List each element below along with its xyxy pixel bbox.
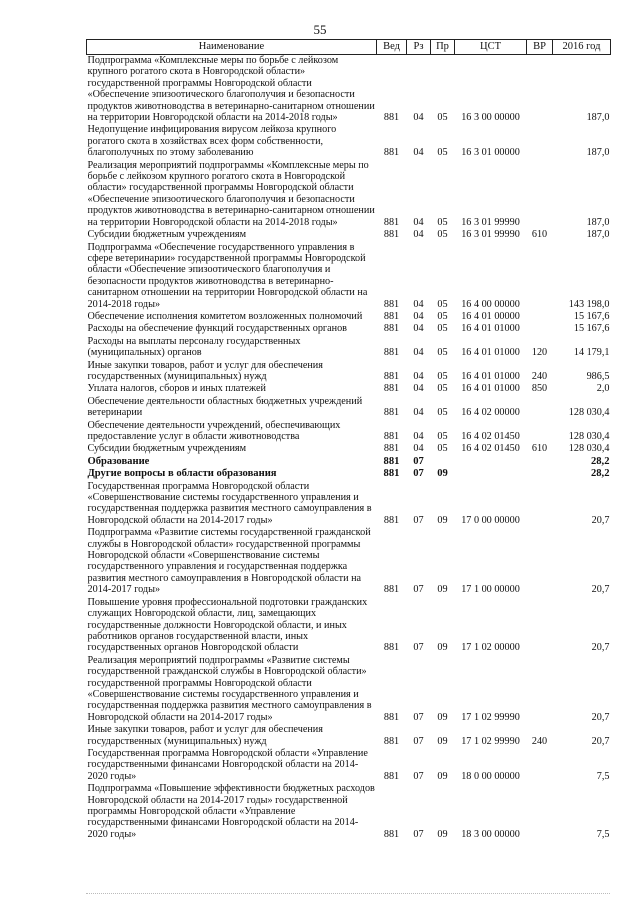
table-row <box>87 597 611 655</box>
cell-amount: 128 030,4 <box>568 443 610 455</box>
table-body <box>87 55 611 842</box>
table-row <box>87 242 611 311</box>
cell-cst: 17 1 02 99990 <box>461 711 520 723</box>
table-row <box>87 420 611 444</box>
cell-cst <box>455 456 527 468</box>
cell-rz: 04 <box>413 431 424 442</box>
cell-vr: 610 <box>531 443 548 455</box>
cell-ved: 881 <box>383 147 400 159</box>
cell-ved: 881 <box>383 298 400 310</box>
table-row <box>87 527 611 596</box>
cell-rz: 04 <box>413 298 424 310</box>
cell-rz: 07 <box>413 735 424 747</box>
cell-pr: 05 <box>437 229 448 241</box>
cell-name: Расходы на выплаты персоналу государственных (муниципальных) органов <box>87 335 301 359</box>
table-row <box>87 396 611 420</box>
cell-rz: 04 <box>413 323 424 335</box>
cell-name: Обеспечение деятельности учреждений, обеспечивающих предоставление услуг в области животноводства <box>87 419 341 442</box>
cell-vr <box>527 597 553 655</box>
cell-pr: 05 <box>437 370 448 382</box>
cell-rz: 04 <box>413 370 424 382</box>
cell-amount: 20,7 <box>591 514 610 526</box>
table-row <box>87 323 611 335</box>
table-row <box>87 124 611 159</box>
cell-ved: 881 <box>383 229 400 241</box>
header-rz: Рз <box>407 40 431 55</box>
cell-vr <box>527 396 553 420</box>
cell-vr <box>527 124 553 159</box>
cell-cst: 16 3 01 99990 <box>461 229 520 241</box>
cell-name: Иные закупки товаров, работ и услуг для обеспечения государственных (муниципальных) нужд <box>87 724 323 747</box>
table-row <box>87 383 611 395</box>
cell-rz: 07 <box>413 468 424 480</box>
cell-rz: 07 <box>413 770 424 782</box>
cell-name: Подпрограмма «Комплексные меры по борьбе с лейкозом крупного рогатого скота в Новгородской области» государственной программы Новгородской области «Обеспечение эпизоотического благополучия и безопасности продуктов животноводства в ветеринарно-санитарном отношении на территории Новгородской области на 2014-2018 годы» <box>87 55 375 124</box>
cell-vr: 850 <box>531 383 548 395</box>
cell-rz: 07 <box>413 828 424 840</box>
cell-amount: 15 167,6 <box>573 310 610 322</box>
cell-vr <box>527 748 553 783</box>
cell-pr: 09 <box>437 735 448 747</box>
cell-pr: 09 <box>437 584 448 596</box>
cell-name: Подпрограмма «Повышение эффективности бюджетных расходов Новгородской области на 2014-2017 годы» государственной программы Новгородской области «Управление государственными финансами Новгородской области на 2014-2020 годы» <box>87 783 375 840</box>
cell-ved: 881 <box>383 443 400 455</box>
cell-vr <box>527 323 553 335</box>
cell-rz: 07 <box>413 514 424 526</box>
cell-vr: 240 <box>531 370 548 382</box>
table-row <box>87 443 611 455</box>
table-row <box>87 160 611 229</box>
cell-ved: 881 <box>383 468 400 480</box>
header-pr: Пр <box>431 40 455 55</box>
cell-name: Повышение уровня профессиональной подготовки гражданских служащих Новгородской области, лиц, замещающих государственные должности Новгородской области, и иных работников органов государственной власти, иных государственных органов Новгородской области <box>87 596 368 654</box>
cell-name: Государственная программа Новгородской области «Совершенствование системы государственного управления и государственная поддержка развития местного самоуправления в Новгородской области на 2014-2017 годы» <box>87 480 372 526</box>
cell-cst: 17 1 02 99990 <box>461 735 520 747</box>
cell-cst: 17 1 02 00000 <box>461 642 520 654</box>
cell-cst: 16 4 01 01000 <box>461 347 520 359</box>
cell-pr: 09 <box>437 711 448 723</box>
cell-amount: 20,7 <box>591 584 610 596</box>
cell-ved: 881 <box>383 584 400 596</box>
cell-pr: 05 <box>437 431 448 442</box>
cell-name: Субсидии бюджетным учреждениям <box>87 443 247 455</box>
cell-ved: 881 <box>383 735 400 747</box>
table-row <box>87 456 611 468</box>
table-row <box>87 360 611 384</box>
cell-amount: 143 198,0 <box>568 298 610 310</box>
cell-amount: 7,5 <box>596 828 610 840</box>
cell-cst <box>455 468 527 480</box>
table-row <box>87 783 611 841</box>
cell-amount: 15 167,6 <box>573 323 610 335</box>
cell-ved: 881 <box>383 323 400 335</box>
cell-pr: 05 <box>437 347 448 359</box>
header-cst: ЦСТ <box>455 40 527 55</box>
cell-amount: 20,7 <box>591 735 610 747</box>
cell-amount: 14 179,1 <box>573 347 610 359</box>
cell-ved: 881 <box>383 431 400 442</box>
table-row <box>87 481 611 528</box>
cell-cst: 16 4 01 01000 <box>461 383 520 395</box>
cell-vr: 610 <box>531 229 548 241</box>
cell-vr <box>527 160 553 229</box>
table-row <box>87 724 611 748</box>
cell-rz: 07 <box>413 711 424 723</box>
cell-rz: 04 <box>413 112 424 124</box>
cell-vr <box>527 242 553 311</box>
cell-vr: 120 <box>531 347 548 359</box>
table-row <box>87 311 611 323</box>
table-row <box>87 468 611 480</box>
cell-vr <box>527 527 553 596</box>
cell-pr: 05 <box>437 443 448 455</box>
cell-cst: 16 3 00 00000 <box>461 112 520 124</box>
cell-rz: 07 <box>413 584 424 596</box>
cell-ved: 881 <box>383 514 400 526</box>
cell-rz: 04 <box>413 216 424 228</box>
cell-pr: 05 <box>437 298 448 310</box>
cell-vr <box>527 655 553 724</box>
cell-amount: 187,0 <box>586 147 610 159</box>
cell-ved: 881 <box>383 407 400 419</box>
table-header-row <box>87 40 611 55</box>
cell-vr: 240 <box>531 735 548 747</box>
cell-cst: 18 3 00 00000 <box>461 828 520 840</box>
cell-rz: 04 <box>413 229 424 241</box>
cell-cst: 16 4 02 01450 <box>461 443 520 455</box>
cell-rz: 04 <box>413 407 424 419</box>
cell-vr <box>527 311 553 323</box>
cell-ved: 881 <box>383 112 400 124</box>
cell-pr: 09 <box>437 468 448 480</box>
cell-vr <box>527 456 553 468</box>
cell-cst: 16 4 02 01450 <box>461 431 520 442</box>
cell-pr: 05 <box>437 216 448 228</box>
cell-vr <box>527 481 553 528</box>
cell-pr: 05 <box>437 147 448 159</box>
cell-pr: 09 <box>437 828 448 840</box>
table-row <box>87 229 611 241</box>
cell-cst: 17 1 00 00000 <box>461 584 520 596</box>
cell-ved: 881 <box>383 711 400 723</box>
table-row <box>87 55 611 125</box>
cell-name: Подпрограмма «Развитие системы государственной гражданской службы в Новгородской области» государственной программы Новгородской области «Совершенствование системы государственного управления и государственная поддержка развития местного самоуправления в Новгородской области на 2014-2017 годы» <box>87 527 371 596</box>
cell-cst: 16 3 01 99990 <box>461 216 520 228</box>
cell-cst: 16 4 01 01000 <box>461 370 520 382</box>
cell-amount: 20,7 <box>591 642 610 654</box>
cell-pr: 05 <box>437 112 448 124</box>
cell-name: Государственная программа Новгородской области «Управление государственными финансами Новгородской области на 2014-2020 годы» <box>87 747 368 782</box>
cell-rz: 04 <box>413 443 424 455</box>
cell-vr <box>527 420 553 444</box>
cell-cst: 18 0 00 00000 <box>461 770 520 782</box>
cell-ved: 881 <box>383 383 400 395</box>
cell-cst: 16 3 01 00000 <box>461 147 520 159</box>
cell-ved: 881 <box>383 642 400 654</box>
cell-amount: 128 030,4 <box>568 407 610 419</box>
cell-pr: 09 <box>437 514 448 526</box>
cell-cst: 16 4 01 00000 <box>461 310 520 322</box>
table-row <box>87 336 611 360</box>
cell-name: Субсидии бюджетным учреждениям <box>87 229 247 241</box>
header-year: 2016 год <box>553 40 611 55</box>
cell-name: Иные закупки товаров, работ и услуг для обеспечения государственных (муниципальных) нужд <box>87 359 323 382</box>
cell-name: Уплата налогов, сборов и иных платежей <box>87 383 266 395</box>
cell-amount: 187,0 <box>586 229 610 241</box>
budget-table <box>86 39 611 841</box>
cell-pr: 09 <box>437 770 448 782</box>
cell-amount: 128 030,4 <box>568 431 610 442</box>
table-row <box>87 748 611 783</box>
cell-ved: 881 <box>383 347 400 359</box>
bottom-divider <box>86 893 610 894</box>
cell-amount: 20,7 <box>591 711 610 723</box>
cell-ved: 881 <box>383 310 400 322</box>
cell-pr: 09 <box>437 642 448 654</box>
cell-pr: 05 <box>437 407 448 419</box>
cell-amount: 7,5 <box>596 770 610 782</box>
cell-pr <box>431 456 455 468</box>
cell-name: Образование <box>87 455 150 467</box>
cell-rz: 07 <box>413 642 424 654</box>
cell-cst: 16 4 02 00000 <box>461 407 520 419</box>
cell-pr: 05 <box>437 310 448 322</box>
cell-amount: 28,2 <box>590 455 610 467</box>
cell-ved: 881 <box>383 455 400 467</box>
cell-cst: 16 4 01 01000 <box>461 323 520 335</box>
cell-name: Подпрограмма «Обеспечение государственного управления в сфере ветеринарии» государственной программы Новгородской области «Обеспечение эпизоотического благополучия и безопасности продуктов животноводства в ветеринарно-санитарном отношении на территории Новгородской области на 2014-2018 годы» <box>87 241 368 310</box>
cell-amount: 2,0 <box>596 383 610 395</box>
cell-amount: 28,2 <box>590 468 610 480</box>
cell-ved: 881 <box>383 216 400 228</box>
cell-name: Другие вопросы в области образования <box>87 468 277 480</box>
cell-rz: 04 <box>413 347 424 359</box>
cell-cst: 17 0 00 00000 <box>461 514 520 526</box>
cell-rz: 04 <box>413 310 424 322</box>
cell-vr <box>527 783 553 841</box>
cell-ved: 881 <box>383 828 400 840</box>
cell-ved: 881 <box>383 770 400 782</box>
cell-amount: 187,0 <box>586 112 610 124</box>
cell-name: Обеспечение исполнения комитетом возложенных полномочий <box>87 310 363 322</box>
cell-name: Обеспечение деятельности областных бюджетных учреждений ветеринарии <box>87 395 363 419</box>
cell-ved: 881 <box>383 370 400 382</box>
page-number: 55 <box>313 22 327 37</box>
cell-amount: 187,0 <box>586 216 610 228</box>
cell-name: Реализация мероприятий подпрограммы «Развитие системы государственной гражданской службы в Новгородской области» государственной программы Новгородской области «Совершенствование системы государственного управления и государственная поддержка развития местного самоуправления в Новгородской области на 2014-2017 годы» <box>87 654 372 723</box>
cell-pr: 05 <box>437 383 448 395</box>
cell-vr <box>527 55 553 125</box>
cell-rz: 07 <box>413 455 424 467</box>
header-ved: Вед <box>377 40 407 55</box>
cell-cst: 16 4 00 00000 <box>461 298 520 310</box>
table-row <box>87 655 611 724</box>
header-name: Наименование <box>87 40 377 55</box>
cell-amount: 986,5 <box>586 370 610 382</box>
header-vr: ВР <box>527 40 553 55</box>
cell-pr: 05 <box>437 323 448 335</box>
cell-name: Недопущение инфицирования вирусом лейкоза крупного рогатого скота в хозяйствах всех форм собственности, благополучных по этому заболеванию <box>87 124 337 159</box>
cell-name: Расходы на обеспечение функций государственных органов <box>87 323 347 335</box>
cell-name: Реализация мероприятий подпрограммы «Комплексные меры по борьбе с лейкозом крупного рогатого скота в Новгородской области» государственной программы Новгородской области «Обеспечение эпизоотического благополучия и безопасности продуктов животноводства в ветеринарно-санитарном отношении на территории Новгородской области на 2014-2018 годы» <box>87 159 375 228</box>
cell-vr <box>527 468 553 480</box>
cell-rz: 04 <box>413 383 424 395</box>
cell-rz: 04 <box>413 147 424 159</box>
